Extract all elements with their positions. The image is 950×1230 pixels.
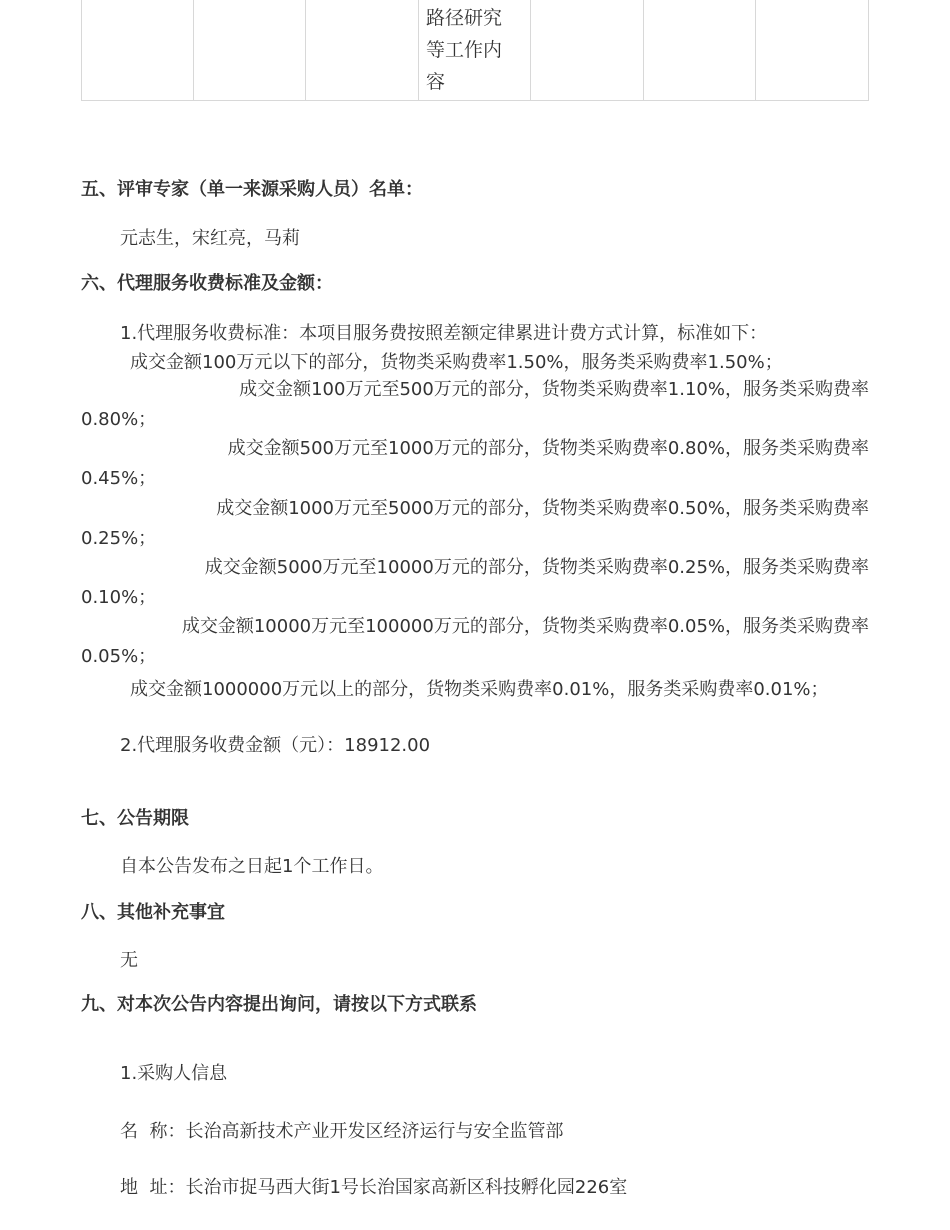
fee-tier-6: [81, 612, 869, 671]
fee-tier-2-line2: 0.80%；: [81, 408, 157, 430]
fee-tier-4-line1: 成交金额1000万元至5000万元的部分，货物类采购费率0.50%，服务类采购费率: [216, 498, 869, 519]
fee-tier-4-line2: 0.25%；: [81, 527, 157, 549]
table-col-border: [643, 0, 644, 100]
table-col-border: [530, 0, 531, 100]
fee-tier-6-line2: 0.05%；: [81, 645, 157, 667]
expert-names: 元志生，宋红亮，马莉: [120, 228, 300, 249]
section-heading-period: 七、公告期限: [81, 808, 189, 829]
fee-tier-3-line1: 成交金额500万元至1000万元的部分，货物类采购费率0.80%，服务类采购费率: [227, 438, 869, 459]
fee-tier-1: 成交金额100万元以下的部分，货物类采购费率1.50%，服务类采购费率1.50%；: [130, 352, 783, 373]
section-heading-fees: 六、代理服务收费标准及金额：: [81, 273, 333, 294]
fee-tier-5: [81, 553, 869, 612]
fee-amount: 2.代理服务收费金额（元）：18912.00: [120, 735, 431, 756]
table-col-border: [755, 0, 756, 100]
section-heading-other: 八、其他补充事宜: [81, 902, 225, 923]
fee-standard-intro: 1.代理服务收费标准：本项目服务费按照差额定律累进计费方式计算，标准如下：: [120, 323, 768, 344]
table-col-border: [193, 0, 194, 100]
table-cell-content: 路径研究 等工作内 容: [426, 7, 503, 93]
fee-tier-2: [81, 375, 869, 434]
fee-tier-3-line2: 0.45%；: [81, 467, 157, 489]
buyer-info-label: 1.采购人信息: [120, 1063, 228, 1084]
announcement-period-text: 自本公告发布之日起1个工作日。: [120, 856, 384, 877]
fee-tier-3: [81, 434, 869, 493]
fee-tier-6-line1: 成交金额10000万元至100000万元的部分，货物类采购费率0.05%，服务类采购费率: [181, 616, 869, 637]
fee-tier-5-line2: 0.10%；: [81, 586, 157, 608]
section-heading-contact: 九、对本次公告内容提出询问，请按以下方式联系: [81, 994, 477, 1015]
fee-tier-7: 成交金额1000000万元以上的部分，货物类采购费率0.01%，服务类采购费率0.01%；: [130, 679, 829, 700]
other-matters-text: 无: [120, 950, 138, 971]
table-col-border: [81, 0, 82, 100]
buyer-name: 名 称：长治高新技术产业开发区经济运行与安全监管部: [120, 1121, 564, 1142]
section-heading-experts: 五、评审专家（单一来源采购人员）名单：: [81, 179, 423, 200]
fee-tier-5-line1: 成交金额5000万元至10000万元的部分，货物类采购费率0.25%，服务类采购费率: [204, 557, 869, 578]
fee-tier-4: [81, 494, 869, 553]
table-col-border: [868, 0, 869, 100]
table-col-border: [305, 0, 306, 100]
buyer-address: 地 址：长治市捉马西大街1号长治国家高新区科技孵化园226室: [120, 1177, 628, 1198]
fee-tier-2-line1: 成交金额100万元至500万元的部分，货物类采购费率1.10%，服务类采购费率: [239, 379, 869, 400]
table-col-border: [418, 0, 419, 100]
project-table-fragment: [81, 0, 869, 101]
